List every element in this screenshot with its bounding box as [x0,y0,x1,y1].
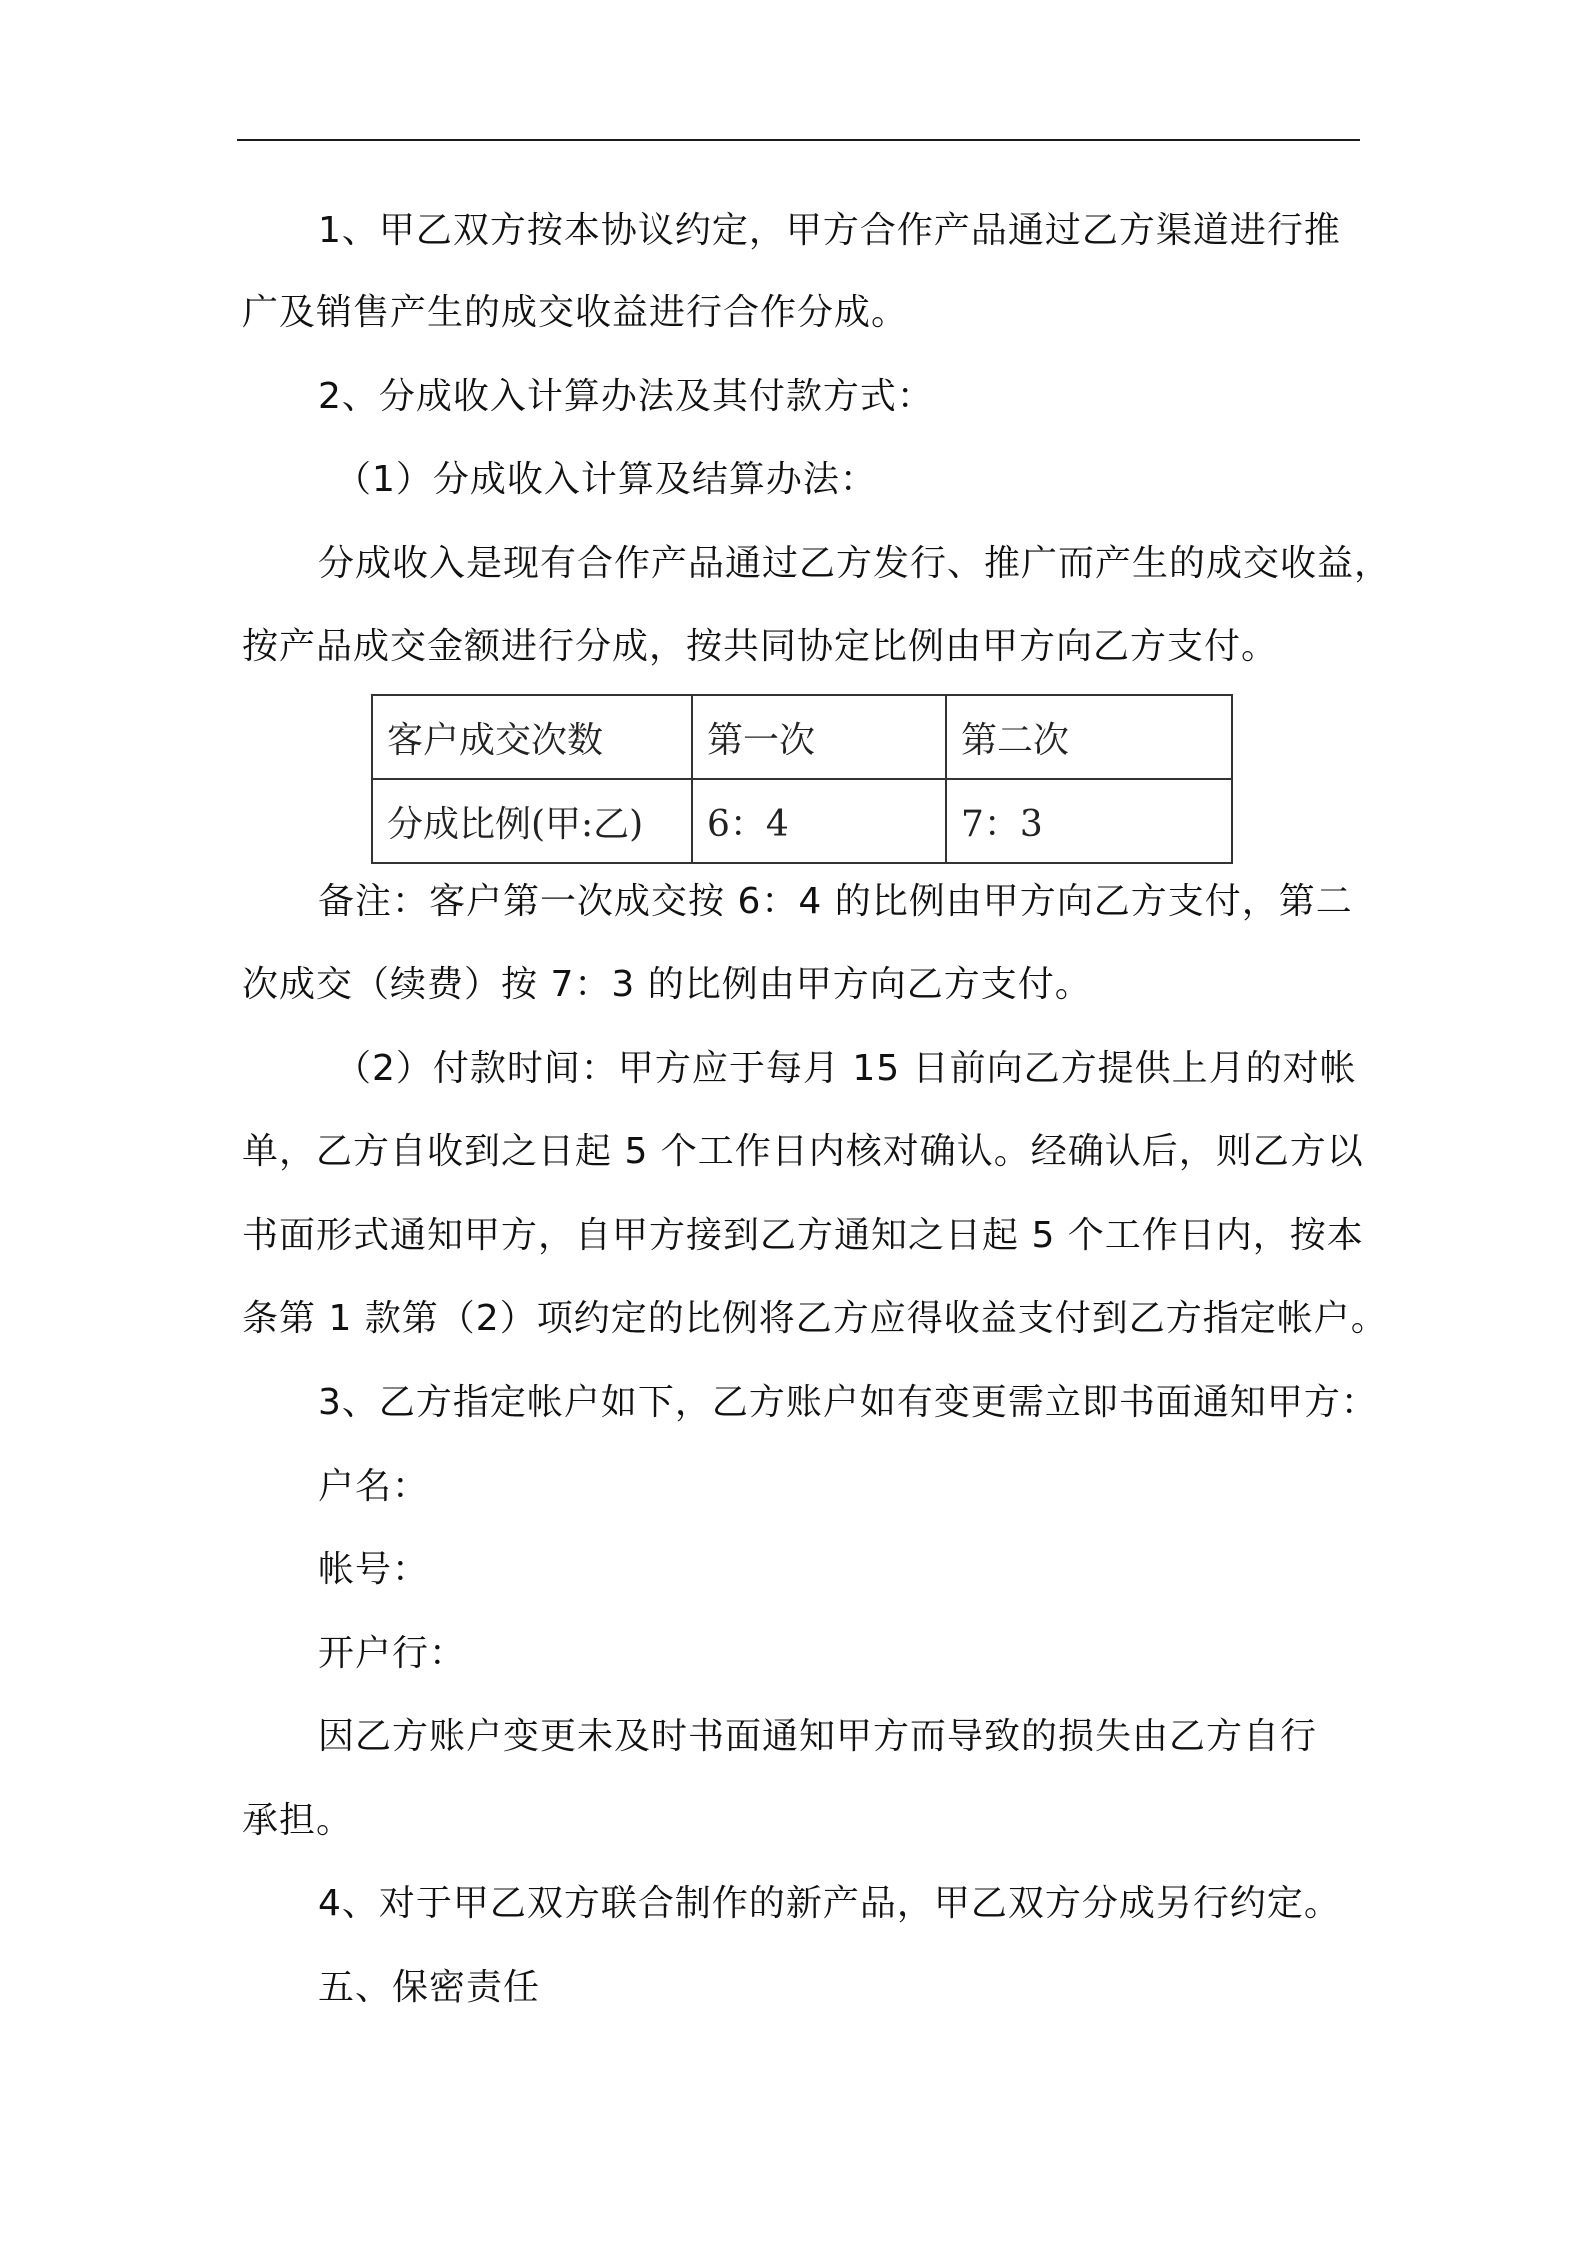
ratio-table [371,694,1233,864]
note-line-2: 次成交（续费）按 7：3 的比例由甲方向乙方支付。 [242,964,1092,1005]
header-rule [237,139,1360,141]
account-number-label: 帐号： [318,1549,430,1590]
table-row [372,695,1232,779]
note-line-1: 备注：客户第一次成交按 6：4 的比例由甲方向乙方支付，第二 [318,881,1353,922]
section-5-heading: 五、保密责任 [318,1967,541,2008]
payment-time-line-3: 书面形式通知甲方，自甲方接到乙方通知之日起 5 个工作日内，按本 [242,1215,1364,1256]
revenue-paragraph-line-1: 分成收入是现有合作产品通过乙方发行、推广而产生的成交收益， [318,543,1392,584]
bank-label: 开户行： [318,1633,467,1674]
clause-1-line-1: 1、甲乙双方按本协议约定，甲方合作产品通过乙方渠道进行推 [318,210,1341,251]
payment-time-line-4: 条第 1 款第（2）项约定的比例将乙方应得收益支付到乙方指定帐户。 [242,1298,1388,1339]
revenue-paragraph-line-2: 按产品成交金额进行分成，按共同协定比例由甲方向乙方支付。 [242,626,1279,667]
liability-line-1: 因乙方账户变更未及时书面通知甲方而导致的损失由乙方自行 [318,1716,1318,1757]
account-name-label: 户名： [318,1466,430,1507]
table-cell: 6：4 [692,779,946,863]
table-cell: 客户成交次数 [372,695,692,779]
table-row [372,779,1232,863]
table-cell: 第一次 [692,695,946,779]
table-cell: 7：3 [946,779,1232,863]
clause-3-heading: 3、乙方指定帐户如下，乙方账户如有变更需立即书面通知甲方： [318,1382,1378,1423]
clause-2-heading: 2、分成收入计算办法及其付款方式： [318,376,934,417]
payment-time-line-1: （2）付款时间：甲方应于每月 15 日前向乙方提供上月的对帐 [335,1048,1357,1089]
liability-line-2: 承担。 [242,1800,354,1841]
clause-1-line-2: 广及销售产生的成交收益进行合作分成。 [242,292,909,333]
table-cell: 分成比例(甲:乙) [372,779,692,863]
subclause-1-heading: （1）分成收入计算及结算办法： [335,459,877,500]
payment-time-line-2: 单，乙方自收到之日起 5 个工作日内核对确认。经确认后，则乙方以 [242,1131,1364,1172]
clause-4: 4、对于甲乙双方联合制作的新产品，甲乙双方分成另行约定。 [318,1883,1341,1924]
table-cell: 第二次 [946,695,1232,779]
